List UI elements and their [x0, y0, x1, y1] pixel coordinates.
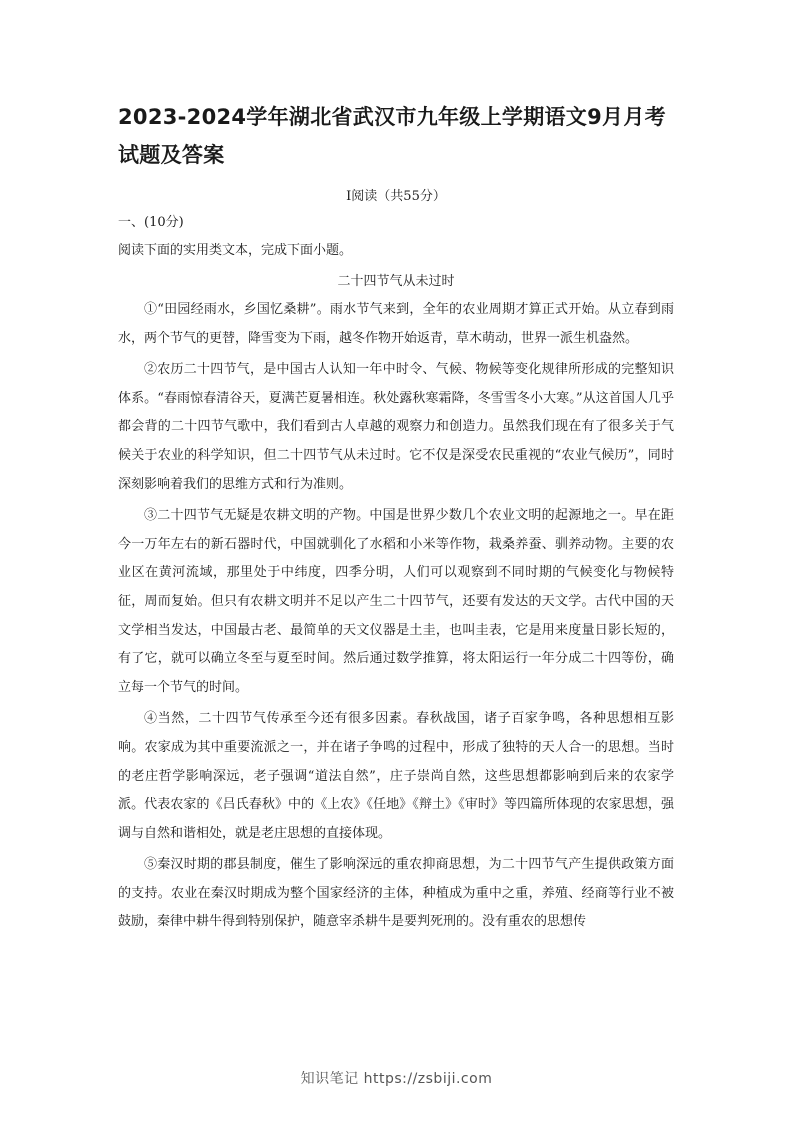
article-paragraph-4: ④当然，二十四节气传承至今还有很多因素。春秋战国，诸子百家争鸣，各种思想相互影响。农家成为其中重要流派之一，并在诸子争鸣的过程中，形成了独特的天人合一的思想。当时的老庄哲学影响深远，老子强调“道法自然”，庄子崇尚自然，这些思想都影响到后来的农家学派。代表农家的《吕氏春秋》中的《上农》《任地》《辩土》《审时》等四篇所体现的农家思想，强调与自然和谐相处，就是老庄思想的直接体现。 [118, 711, 674, 841]
question-instruction: 阅读下面的实用类文本，完成下面小题。 [118, 243, 353, 258]
document-content [118, 98, 674, 937]
article-title: 二十四节气从未过时 [337, 274, 455, 289]
question-number: 一、(10分) [118, 215, 184, 230]
article-paragraph-1: ①“田园经雨水，乡国忆桑耕”。雨水节气来到，全年的农业周期才算正式开始。从立春到雨水，两个节气的更替，降雪变为下雨，越冬作物开始返青，草木萌动，世界一派生机盎然。 [118, 302, 674, 346]
article-body [118, 296, 674, 937]
section-heading: Ⅰ阅读（共55分） [346, 189, 446, 204]
footer-watermark: 知识笔记 https://zsbiji.com [300, 1071, 493, 1087]
article-paragraph-3: ③二十四节气无疑是农耕文明的产物。中国是世界少数几个农业文明的起源地之一。早在距今一万年左右的新石器时代，中国就驯化了水稻和小米等作物，栽桑养蚕、驯养动物。主要的农业区在黄河流域，那里处于中纬度，四季分明，人们可以观察到不同时期的气候变化与物候特征，周而复始。但只有农耕文明并不足以产生二十四节气，还要有发达的天文学。古代中国的天文学相当发达，中国最古老、最简单的天文仪器是土圭，也叫圭表，它是用来度量日影长短的，有了它，就可以确立冬至与夏至时间。然后通过数学推算，将太阳运行一年分成二十四等份，确立每一个节气的时间。 [118, 508, 674, 695]
article-paragraph-2: ②农历二十四节气，是中国古人认知一年中时令、气候、物候等变化规律所形成的完整知识体系。“春雨惊春清谷天，夏满芒夏暑相连。秋处露秋寒霜降，冬雪雪冬小大寒。”从这首国人几乎都会背的二十四节气歌中，我们看到古人卓越的观察力和创造力。虽然我们现在有了很多关于气候关于农业的科学知识，但二十四节气从未过时。它不仅是深受农民重视的“农业气候历”，同时深刻影响着我们的思维方式和行为准则。 [118, 362, 674, 492]
article-paragraph-5: ⑤秦汉时期的郡县制度，催生了影响深远的重农抑商思想，为二十四节气产生提供政策方面的支持。农业在秦汉时期成为整个国家经济的主体，种植成为重中之重，养殖、经商等行业不被鼓励，秦律中耕牛得到特别保护，随意宰杀耕牛是要判死刑的。没有重农的思想传 [118, 857, 674, 930]
document-title: 2023-2024学年湖北省武汉市九年级上学期语文9月月考试题及答案 [118, 105, 666, 167]
